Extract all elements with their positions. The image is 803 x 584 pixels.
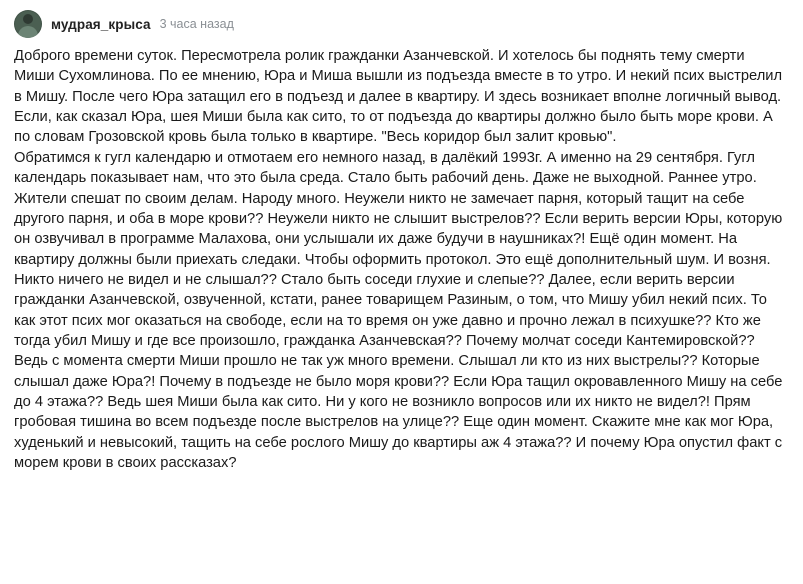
comment-text bbox=[14, 46, 789, 474]
avatar[interactable] bbox=[14, 10, 42, 38]
comment-paragraph: Обратимся к гугл календарю и отмотаем его немного назад, в далёкий 1993г. А именно на 29 сентября. Гугл календарь показывает нам, что это была среда. Стало быть рабочий день. Даже не выходной. Раннее утро. Жители спешат по своим делам. Народу много. Неужели никто не замечает парня, который тащит на себе другого парня, и оба в море крови?? Неужели никто не слышит выстрелов?? Если верить версии Юры, которую он озвучивал в программе Малахова, они услышали их даже будучи в наушниках?! Ещё один момент. На квартиру должны были приехать следаки. Чтобы оформить протокол. Это ещё дополнительный шум. И возня. Никто ничего не видел и не слышал?? Стало быть соседи глухие и слепые?? Далее, если верить версии гражданки Азанчевской, озвученной, кстати, ранее товарищем Разиным, о том, что Мишу убил некий псих. То как этот псих мог оказаться на свободе, если на то время он уже давно и прочно лежал в психушке?? Кто же тогда убил Мишу и где все произошло, гражданка Азанчевская?? Почему молчат соседи Кантемировской?? Ведь с момента смерти Миши прошло не так уж много времени. Слышал ли кто из них выстрелы?? Которые слышал даже Юра?! Почему в подъезде не было моря крови?? Если Юра тащил окровавленного Мишу на себе до 4 этажа?? Ведь шея Миши была как сито. Ни у кого не возникло вопросов или их никто не видел?! Прям гробовая тишина во всем подъезде после выстрелов на улице?? Еще один момент. Скажите мне как мог Юра, худенький и невысокий, тащить на себе рослого Мишу до квартиры аж 4 этажа?? И почему Юра опустил факт с морем крови в своих рассказах? bbox=[14, 149, 783, 472]
comment-author[interactable]: мудрая_крыса bbox=[51, 16, 151, 32]
comment-timestamp: 3 часа назад bbox=[159, 17, 234, 31]
comment-header bbox=[14, 10, 789, 38]
comment-paragraph: Доброго времени суток. Пересмотрела ролик гражданки Азанчевской. И хотелось бы поднять тему смерти Миши Сухомлинова. По ее мнению, Юра и Миша вышли из подъезда вместе в то утро. И некий псих выстрелил в Мишу. После чего Юра затащил его в подъезд и далее в квартиру. И здесь возникает вполне логичный вывод. Если, как сказал Юра, шея Миши была как сито, то от подъезда до квартиры должно было быть море крови. А по словам Грозовской кровь была только в квартире. "Весь коридор был залит кровью". bbox=[14, 48, 783, 146]
